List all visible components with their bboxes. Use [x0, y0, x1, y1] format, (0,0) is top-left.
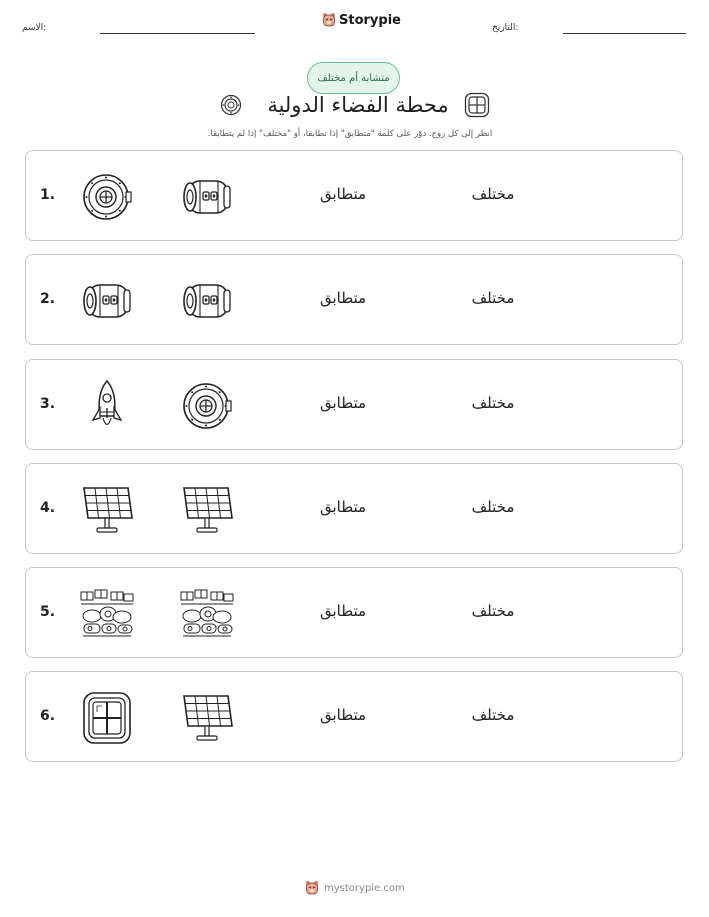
date-line[interactable]: [563, 33, 686, 34]
porthole-window-icon: [464, 92, 490, 118]
worksheet-type-badge: متشابه أم مختلف: [307, 62, 400, 94]
question-row: [25, 150, 683, 241]
instructions: انظر إلى كل زوج. دوّر على كلمة "متطابق" إذا تطابقا، أو "مختلف" إذا لم يتطابقا.: [207, 129, 493, 139]
page-title: محطة الفضاء الدولية: [267, 93, 449, 117]
question-number: 2.: [40, 291, 56, 307]
different-option[interactable]: مختلف: [471, 602, 515, 620]
porthole-window-icon: [78, 690, 136, 746]
question-row: [25, 567, 683, 658]
question-row: [25, 671, 683, 762]
same-option[interactable]: متطابق: [319, 706, 367, 724]
name-line[interactable]: [100, 33, 255, 34]
space-module-icon: [178, 169, 236, 225]
same-option[interactable]: متطابق: [319, 185, 367, 203]
space-hatch-icon: [78, 169, 136, 225]
same-option[interactable]: متطابق: [319, 394, 367, 412]
question-number: 1.: [40, 187, 56, 203]
different-option[interactable]: مختلف: [471, 706, 515, 724]
same-option[interactable]: متطابق: [319, 498, 367, 516]
rocket-icon: [78, 378, 136, 434]
same-option[interactable]: متطابق: [319, 289, 367, 307]
space-module-icon: [178, 273, 236, 329]
brand-name: Storypie: [339, 12, 401, 28]
footer-url[interactable]: mystorypie.com: [324, 882, 405, 894]
solar-panel-icon: [178, 690, 236, 746]
solar-panel-icon: [78, 482, 136, 538]
different-option[interactable]: مختلف: [471, 394, 515, 412]
question-number: 4.: [40, 500, 56, 516]
space-station-icon: [78, 586, 136, 642]
space-hatch-icon: [220, 94, 242, 116]
storypie-logo: [322, 12, 401, 28]
question-number: 6.: [40, 708, 56, 724]
solar-panel-icon: [178, 482, 236, 538]
different-option[interactable]: مختلف: [471, 498, 515, 516]
space-module-icon: [78, 273, 136, 329]
different-option[interactable]: مختلف: [471, 185, 515, 203]
date-label: التاريخ:: [492, 23, 519, 33]
footer: [305, 880, 405, 896]
name-label: الاسم:: [22, 23, 47, 33]
question-row: [25, 463, 683, 554]
space-hatch-icon: [178, 378, 236, 434]
space-station-icon: [178, 586, 236, 642]
storypie-mascot-icon: [322, 12, 336, 28]
question-row: [25, 359, 683, 450]
different-option[interactable]: مختلف: [471, 289, 515, 307]
same-option[interactable]: متطابق: [319, 602, 367, 620]
question-number: 3.: [40, 396, 56, 412]
question-number: 5.: [40, 604, 56, 620]
question-row: [25, 254, 683, 345]
storypie-mascot-icon: [305, 880, 319, 896]
